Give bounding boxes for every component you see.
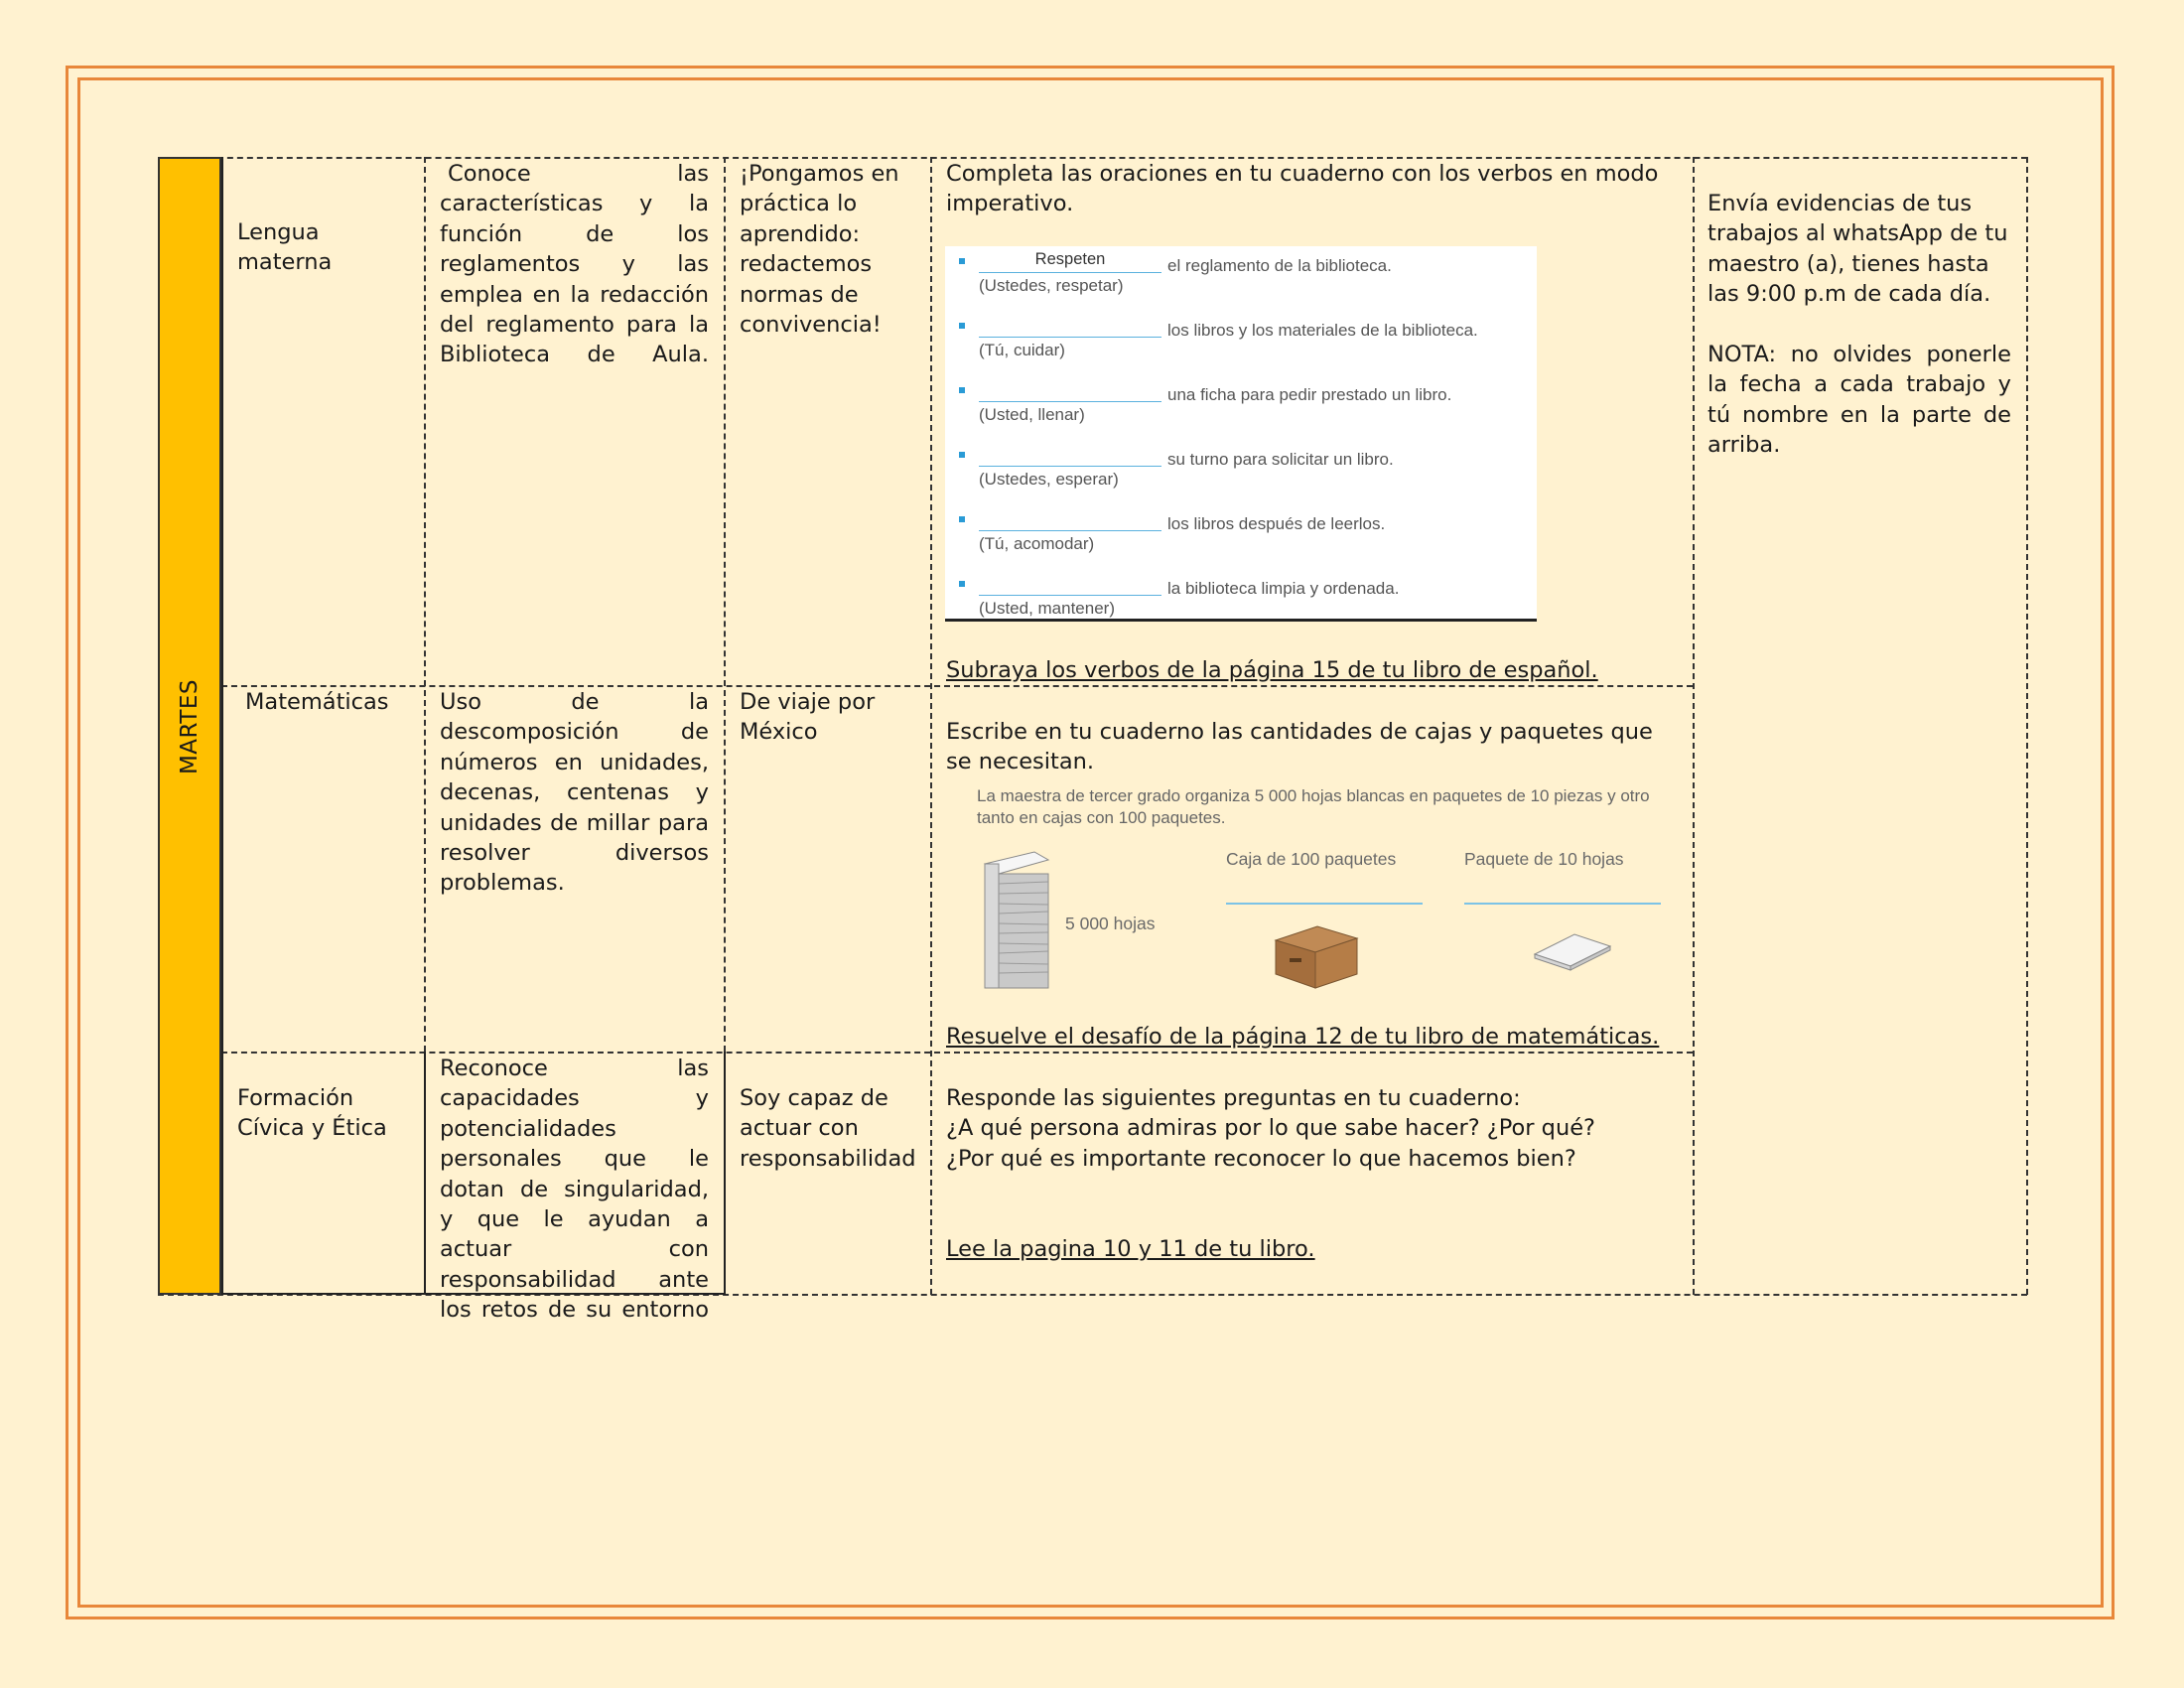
paper-stack-icon: [977, 844, 1056, 993]
hint-text: (Usted, mantener): [979, 599, 1115, 618]
activity-link-formacion[interactable]: Lee la pagina 10 y 11 de tu libro.: [946, 1236, 1315, 1262]
answer-line-pack: [1464, 903, 1661, 905]
label-pack: Paquete de 10 hojas: [1464, 849, 1624, 869]
subject-matematicas: Matemáticas: [245, 689, 389, 715]
activity-link-matematicas[interactable]: Resuelve el desafío de la página 12 de tu libro de matemáticas.: [946, 1024, 1660, 1050]
bullet-icon: [959, 323, 965, 329]
sentence-text: los libros después de leerlos.: [1167, 514, 1386, 533]
answer-text: Respeten: [1034, 250, 1106, 268]
subject-lengua: Lengua materna: [237, 219, 333, 276]
bullet-icon: [959, 387, 965, 393]
col-divider-3: [724, 157, 726, 1052]
exercise-packages: [945, 779, 1670, 1018]
learning-lengua: Conoce las características y la función de los reglamentos y las emplea en la redacción del reglamento para la Biblioteca de Aula.: [440, 161, 709, 368]
exercise-item: [945, 252, 1537, 312]
sentence-text: su turno para solicitar un libro.: [1167, 450, 1394, 469]
exercise-item: [945, 317, 1537, 376]
learning-matematicas: Uso de la descomposición de números en unidades, decenas, centenas y unidades de millar para resolver diversos problemas.: [440, 689, 709, 897]
answer-blank: [979, 272, 1161, 273]
activity-line: Responde las siguientes preguntas en tu cuaderno:: [946, 1085, 1521, 1111]
hint-text: (Usted, llenar): [979, 405, 1085, 424]
col-divider-2b: [424, 1052, 426, 1295]
answer-line-box: [1226, 903, 1423, 905]
topic-lengua: ¡Pongamos en práctica lo aprendido: redactemos normas de convivencia!: [740, 161, 899, 339]
cardboard-box-icon: [1272, 918, 1361, 993]
bullet-icon: [959, 516, 965, 522]
bullet-icon: [959, 581, 965, 587]
day-label: MARTES: [177, 678, 203, 775]
subject-formacion: Formación Cívica y Ética: [237, 1085, 387, 1142]
answer-blank: [979, 466, 1161, 467]
exercise-imperative-verbs: [945, 246, 1537, 622]
hint-text: (Tú, acomodar): [979, 534, 1095, 553]
col-divider-6: [2026, 157, 2028, 1295]
answer-blank: [979, 530, 1161, 531]
answer-blank: [979, 401, 1161, 402]
topic-formacion: Soy capaz de actuar con responsabilidad: [740, 1085, 916, 1172]
activity-intro-lengua: Completa las oraciones en tu cuaderno con los verbos en modo imperativo.: [946, 161, 1659, 217]
topic-matematicas: De viaje por México: [740, 689, 876, 746]
bullet-icon: [959, 452, 965, 458]
paper-pack-icon: [1531, 928, 1614, 973]
activity-intro-matematicas: Escribe en tu cuaderno las cantidades de cajas y paquetes que se necesitan.: [946, 719, 1653, 775]
label-box: Caja de 100 paquetes: [1226, 849, 1397, 869]
col-divider-4: [930, 157, 932, 1295]
exercise-item: [945, 575, 1537, 634]
label-sheets: 5 000 hojas: [1065, 914, 1156, 933]
sentence-text: una ficha para pedir prestado un libro.: [1167, 385, 1452, 404]
activity-line: ¿A qué persona admiras por lo que sabe hacer? ¿Por qué?: [946, 1115, 1595, 1142]
exercise-item: [945, 510, 1537, 570]
problem-text: La maestra de tercer grado organiza 5 000 hojas blancas en paquetes de 10 piezas y otro tanto en cajas con 100 paquetes.: [977, 786, 1650, 827]
col-divider-1: [221, 157, 223, 1295]
answer-blank: [979, 595, 1161, 596]
answer-blank: [979, 337, 1161, 338]
sentence-text: la biblioteca limpia y ordenada.: [1167, 579, 1400, 598]
sentence-text: el reglamento de la biblioteca.: [1167, 256, 1392, 275]
evidence-note: NOTA: no olvides ponerle la fecha a cada trabajo y tú nombre en la parte de arriba.: [1707, 342, 2011, 459]
col-divider-5: [1693, 157, 1695, 1295]
sentence-text: los libros y los materiales de la biblioteca.: [1167, 321, 1478, 340]
activity-link-lengua[interactable]: Subraya los verbos de la página 15 de tu libro de español.: [946, 657, 1598, 683]
activity-questions-formacion: [946, 1083, 1681, 1174]
exercise-item: [945, 381, 1537, 441]
activity-line: ¿Por qué es importante reconocer lo que hacemos bien?: [946, 1145, 1576, 1172]
evidence-text: Envía evidencias de tus trabajos al whatsApp de tu maestro (a), tienes hasta las 9:00 p.m de cada día.: [1707, 191, 2008, 308]
learning-formacion: Reconoce las capacidades y potencialidades personales que le dotan de singularidad, y que le ayudan a actuar con responsabilidad ante los retos de su entorno: [440, 1055, 709, 1324]
col-divider-2: [424, 157, 426, 1052]
exercise-item: [945, 446, 1537, 505]
bullet-icon: [959, 258, 965, 264]
hint-text: (Tú, cuidar): [979, 341, 1065, 359]
col-divider-3b: [724, 1052, 726, 1295]
hint-text: (Ustedes, esperar): [979, 470, 1119, 489]
hint-text: (Ustedes, respetar): [979, 276, 1124, 295]
